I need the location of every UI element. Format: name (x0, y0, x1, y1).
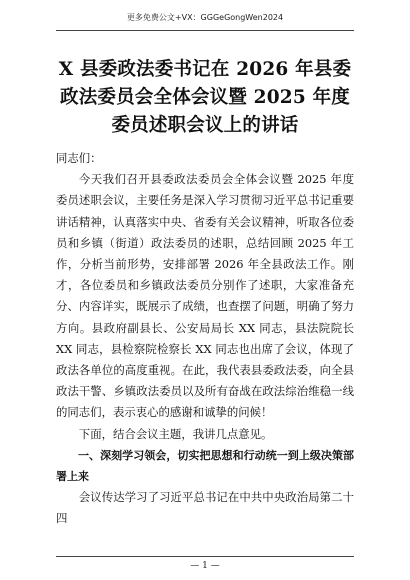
body-paragraph: 今天我们召开县委政法委员会全体会议暨 2025 年度委员述职会议，主要任务是深入学习贯彻习近平总书记重要讲话精神，认真落实中央、省委有关会议精神，听取各位委员和乡镇（街道）政法委员的述职，总结回顾 2025 年工作，分析当前形势，安排部署 2026 年全县政法工作。刚才，各位委员和乡镇政法委员分别作了述职，大家准备充分、内容详实，既展示了成绩，也查摆了问题，明确了努力方向。县政府副县长、公安局局长 XX 同志，县法院院长 XX 同志，县检察院检察长 XX 同志也出席了会议，体现了政法各单位的高度重视。在此，我代表县委政法委，向全县政法干警、乡镇政法委员以及所有奋战在政法综治维稳一线的同志们，表示衷心的感谢和诚挚的问候！ (56, 172, 354, 420)
document-body (56, 148, 354, 530)
header-divider (56, 30, 354, 31)
page-number: — 1 — (190, 561, 220, 571)
document-title: X 县委政法委书记在 2026 年县委政法委员会全体会议暨 2025 年度委员述职会议上的讲话 (58, 59, 352, 136)
body-paragraph: 下面，结合会议主题，我讲几点意见。 (78, 426, 273, 441)
footer-divider (56, 556, 354, 557)
body-paragraph: 会议传达学习了习近平总书记在中共中央政治局第二十四 (56, 490, 354, 526)
section-heading: 一、深刻学习领会，切实把思想和行动统一到上级决策部署上来 (56, 448, 354, 484)
salutation: 同志们： (56, 151, 102, 165)
header-note: 更多免费公文+VX：GGGeGongWen2024 (126, 13, 284, 22)
